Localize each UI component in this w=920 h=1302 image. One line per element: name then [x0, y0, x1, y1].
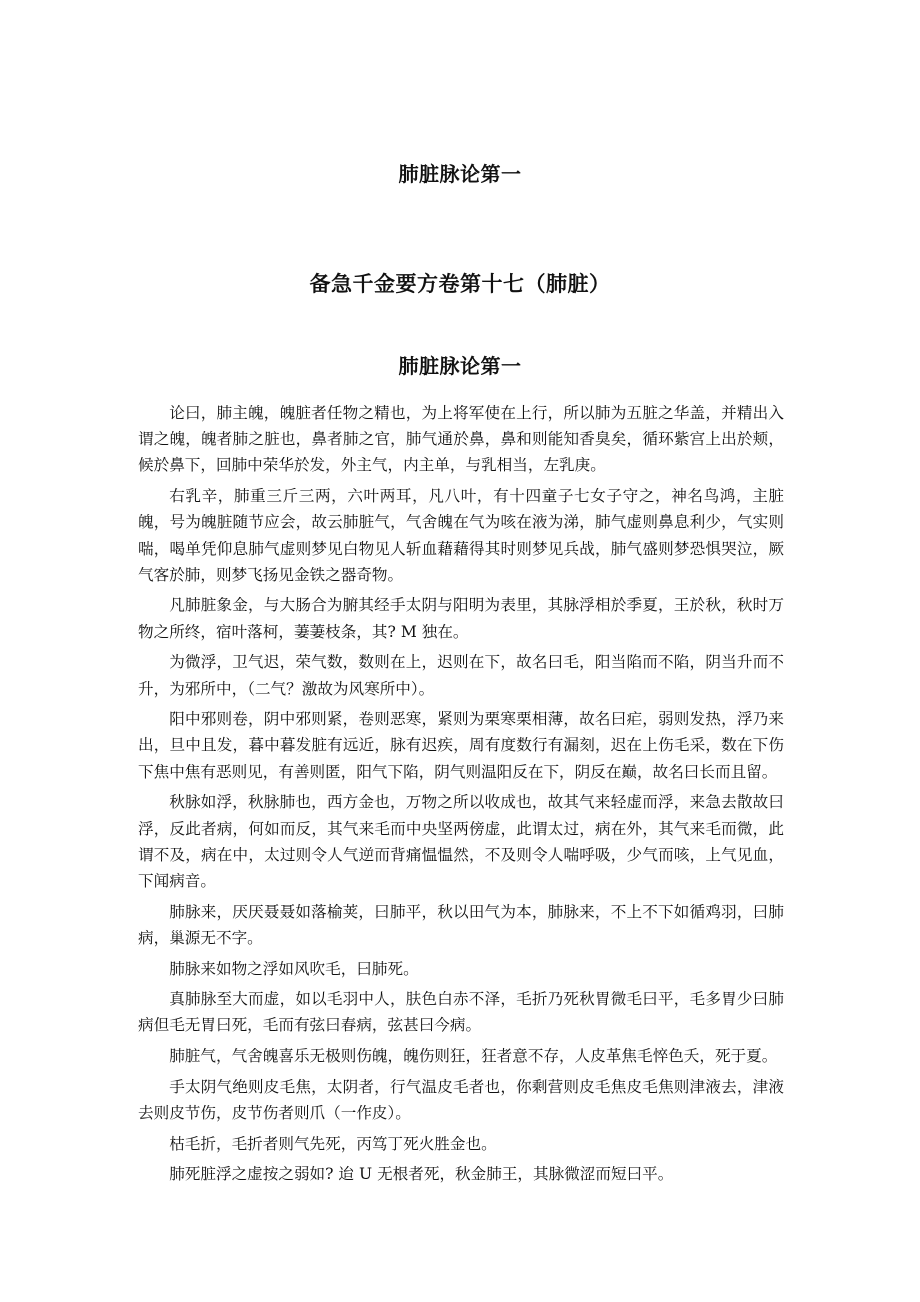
paragraph: 肺脉来，厌厌聂聂如落榆荚，曰肺平，秋以田气为本，肺脉来，不上不下如循鸡羽，曰肺病，巢源无不字。 [138, 902, 784, 947]
paragraph: 秋脉如浮，秋脉肺也，西方金也，万物之所以收成也，故其气来轻虚而浮，来急去散故曰浮，反此者病，何如而反，其气来毛而中央坚两傍虚，此谓太过，病在外，其气来毛而微，此谓不及，病在中，太过则令人气逆而背痛愠愠然，不及则令人喘呼吸，少气而咳，上气见血，下闻病音。 [138, 793, 784, 890]
paragraph: 手太阴气绝则皮毛焦，太阴者，行气温皮毛者也，你剩营则皮毛焦皮毛焦则津液去，津液去则皮节伤，皮节伤者则爪（一作皮）。 [138, 1077, 784, 1123]
book-title: 备急千金要方卷第十七（肺脏） [309, 272, 611, 296]
paragraph: 凡肺脏象金，与大肠合为腑其经手太阴与阳明为表里，其脉浮相於季夏，王於秋，秋时万物之所终，宿叶落柯，萋萋枝条，其? M 独在。 [138, 596, 784, 641]
paragraph: 肺脉来如物之浮如风吹毛，曰肺死。 [169, 959, 419, 978]
paragraph: 肺脏气，气舍魄喜乐无极则伤魄，魄伤则狂，狂者意不存，人皮革焦毛悴色夭，死于夏。 [169, 1047, 778, 1066]
paragraph: 枯毛折，毛折者则气先死，丙笃丁死火胜金也。 [169, 1134, 497, 1153]
body-text [138, 400, 784, 1192]
paragraph: 阳中邪则卷，阴中邪则紧，卷则恶寒，紧则为栗寒栗相薄，故名曰疟，弱则发热，浮乃来出，旦中且发，暮中暮发脏有远近，脉有迟疾，周有度数行有漏刻，迟在上伤毛采，数在下伤下焦中焦有恶则见，有善则匿，阳气下陷，阴气则温阳反在下，阴反在巅，故名曰长而且留。 [138, 710, 784, 781]
paragraph: 肺死脏浮之虚按之弱如? 迨 U 无根者死，秋金肺王，其脉微涩而短曰平。 [169, 1165, 674, 1184]
paragraph: 论曰，肺主魄，魄脏者任物之精也，为上将军使在上行，所以肺为五脏之华盖，并精出入谓之魄，魄者肺之脏也，鼻者肺之官，肺气通於鼻，鼻和则能知香臭矣，循环紫宫上出於颊，候於鼻下，回肺中荣华於发，外主气，内主单，与乳相当，左乳庚。 [138, 404, 784, 475]
paragraph: 右乳辛，肺重三斤三两，六叶两耳，凡八叶，有十四童子七女子守之，神名鸟鸿，主脏魄，号为魄脏随节应会，故云肺脏气，气舍魄在气为咳在液为涕，肺气虚则鼻息利少，气实则喘，喝单凭仰息肺气虚则梦见白物见人斩血藉藉得其时则梦见兵战，肺气盛则梦恐惧哭泣，厥气客於肺，则梦飞扬见金铁之器奇物。 [138, 487, 784, 584]
header-title: 肺脏脉论第一 [398, 162, 522, 186]
section-title: 肺脏脉论第一 [398, 354, 522, 378]
paragraph: 真肺脉至大而虚，如以毛羽中人，肤色白赤不泽，毛折乃死秋胃微毛曰平，毛多胃少曰肺病但毛无胃曰死，毛而有弦曰春病，弦甚曰今病。 [138, 990, 784, 1035]
paragraph: 为微浮，卫气迟，荣气数，数则在上，迟则在下，故名曰毛，阳当陷而不陷，阴当升而不升，为邪所中，（二气？激故为风寒所中）。 [138, 653, 784, 698]
